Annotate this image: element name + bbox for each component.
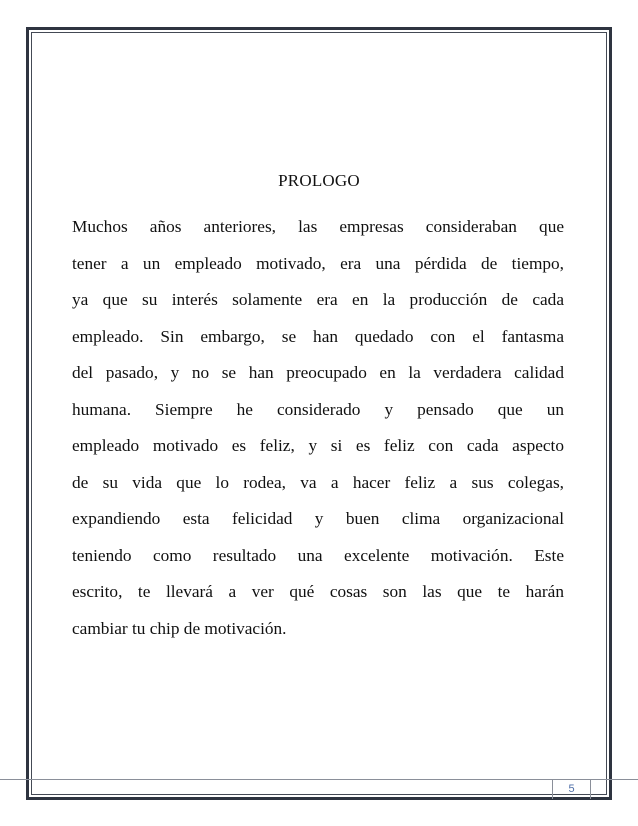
- paragraph-line: cambiar tu chip de motivación.: [72, 618, 287, 638]
- paragraph-line: expandiendo esta felicidad y buen clima organizacional: [72, 509, 564, 528]
- page-title: PROLOGO: [278, 171, 360, 190]
- paragraph-line: ya que su interés solamente era en la producción de cada: [72, 290, 564, 309]
- paragraph-line: teniendo como resultado una excelente motivación. Este: [72, 545, 564, 565]
- footer-rule: [0, 779, 638, 780]
- paragraph-line: humana. Siempre he considerado y pensado que un: [72, 399, 564, 419]
- body-paragraph: [72, 209, 564, 647]
- page-number: 5: [552, 779, 591, 799]
- paragraph-line: escrito, te llevará a ver qué cosas son las que te harán: [72, 582, 564, 601]
- paragraph-line: Muchos años anteriores, las empresas consideraban que: [72, 217, 564, 236]
- paragraph-line: empleado motivado es feliz, y si es feliz con cada aspecto: [72, 436, 564, 455]
- paragraph-line: del pasado, y no se han preocupado en la verdadera calidad: [72, 363, 564, 382]
- paragraph-line: empleado. Sin embargo, se han quedado con el fantasma: [72, 326, 564, 346]
- paragraph-line: de su vida que lo rodea, va a hacer feliz a sus colegas,: [72, 472, 564, 492]
- paragraph-line: tener a un empleado motivado, era una pérdida de tiempo,: [72, 253, 564, 273]
